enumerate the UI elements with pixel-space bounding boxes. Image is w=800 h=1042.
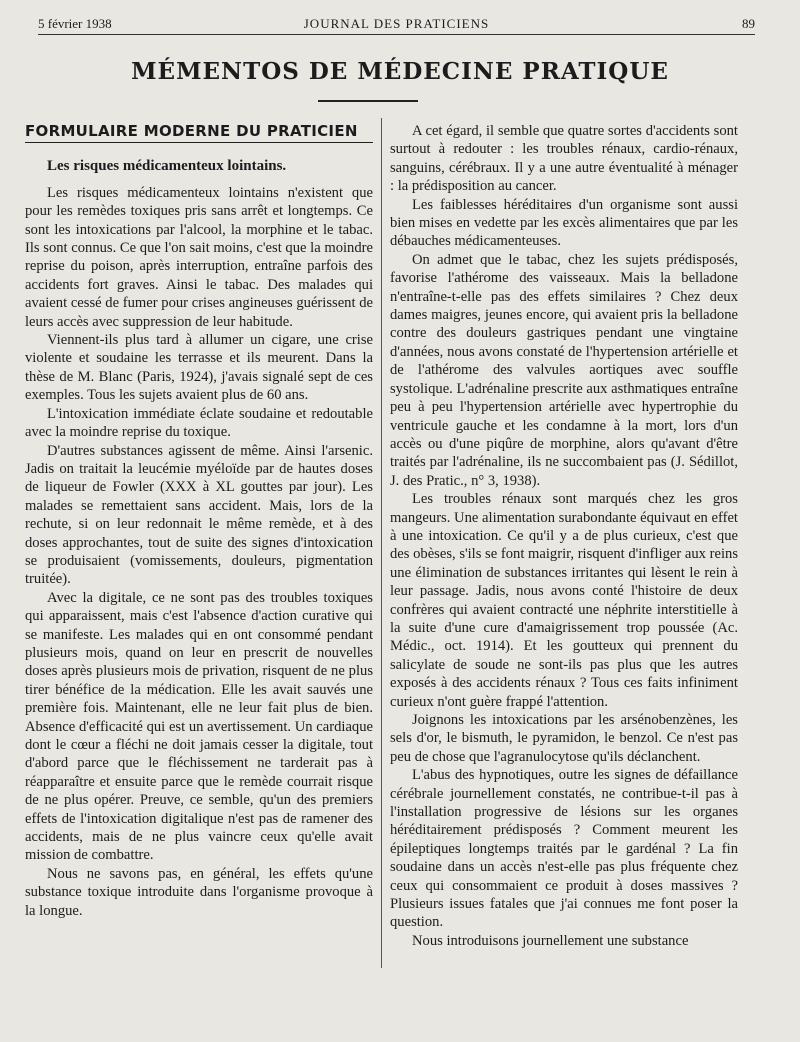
paragraph: Les troubles rénaux sont marqués chez les gros mangeurs. Une alimentation surabondante équivaut en effet à une intoxication. Ce qu'il y a de plus curieux, c'est que des obèses, s'ils se font maigrir, risquent d'infliger aux reins une élimination de substances irritantes qui lèsent le rein à leur passage. Jadis, nous avons conté l'histoire de deux confrères qui avaient contracté une néphrite interstitielle à la suite d'une cure d'amaigrissement trop poussée (Ac. Médic., oct. 1914). Et les goutteux qui prennent du salicylate de soude ne sont-ils pas plus que les autres exposés à des accidents rénaux ? Tous ces faits infiniment curieux n'ont guère frappé l'attention. xyxy=(390,491,738,710)
paragraph: Avec la digitale, ce ne sont pas des troubles toxiques qui apparaissent, mais c'est l'absence d'action curative qui se manifeste. Les malades qui en ont consommé pendant plusieurs mois, quand on leur en prescrit de nouvelles doses après plusieurs mois de privation, risquent de ne plus tirer bénéfice de la médication. Elle les avait sauvés une première fois. Maintenant, elle ne leur fait plus de bien. Absence d'efficacité qui est un avertissement. Un cardiaque dont le cœur a fléchi ne doit jamais cesser la digitale, tout d'abord parce que le fléchissement ne tarderait pas à réapparaître et ensuite parce que le remède courrait risque de ne plus opérer. Preuve, ce semble, qu'un des premiers effets de l'intoxication digitalique n'est pas de ramener des accidents, mais de ne plus vaincre ceux qu'elle avait mission de combattre. xyxy=(25,589,373,864)
article-subtitle: Les risques médicamenteux lointains. xyxy=(47,158,287,175)
paragraph: Les faiblesses héréditaires d'un organisme sont aussi bien mises en vedette par les excès alimentaires que par les débauches médicamenteuses. xyxy=(390,196,738,250)
paragraph: A cet égard, il semble que quatre sortes d'accidents sont surtout à redouter : les troubles rénaux, cardio-rénaux, sanguins, cérébraux. Il y a une autre éventualité à ménager : la prédisposition au cancer. xyxy=(390,123,738,195)
page-number: 89 xyxy=(742,16,755,31)
paragraph: On admet que le tabac, chez les sujets prédisposés, favorise l'athérome des vaisseaux. Mais la belladone n'entraîne-t-elle pas des effets similaires ? Chez deux dames maigres, jeunes encore, qui avaient pris la belladone contre des douleurs gastriques pendant une vingtaine d'années, nous avons constaté de l'hypertension artérielle et de l'athérome des valvules aortiques avec souffle systolique. L'adrénaline prescrite aux asthmatiques entraîne peu à peu l'hypertension artérielle avec hypertrophie du ventricule gauche et les condamne à la mort, lors d'un accès ou d'une piqûre de morphine, alors qu'avant d'être traités par l'adrénaline, ils ne succombaient pas (J. Sédillot, J. des Pratic., n° 3, 1938). xyxy=(390,251,738,489)
page-title: MÉMENTOS DE MÉDECINE PRATIQUE xyxy=(131,58,669,85)
column-divider xyxy=(381,118,382,968)
header-rule xyxy=(38,34,755,35)
paragraph: Viennent-ils plus tard à allumer un cigare, une crise violente et soudaine les terrasse et ils meurent. Dans la thèse de M. Blanc (Paris, 1924), j'avais signalé sept de ces exemples. Tous les sujets avaient plus de 60 ans. xyxy=(25,332,373,404)
issue-date: 5 février 1938 xyxy=(38,16,112,31)
paragraph: Les risques médicamenteux lointains n'existent que pour les remèdes toxiques pris sans arrêt et longtemps. Ce sont les intoxications par l'alcool, la morphine et le tabac. Ils sont connus. Ce que l'on sait moins, c'est que la moindre reprise du poison, après interruption, entraîne parfois des accidents fort graves. Ainsi le tabac. Des malades qui avaient cessé de fumer pour crises angineuses guérissent de leurs accès avec suppression de leur habitude. xyxy=(25,184,373,330)
paragraph: L'abus des hypnotiques, outre les signes de défaillance cérébrale journellement constatés, ne contribue-t-il pas à l'installation progressive de lésions sur les organes héréditairement prédisposés ? Comment meurent les épileptiques longtemps traités par le gardénal ? La fin soudaine dans un accès n'est-elle pas plus fréquente chez ceux qui consommaient ce produit à doses massives ? Plusieurs issues fatales que j'ai connues me font poser la question. xyxy=(390,767,738,931)
section-title: FORMULAIRE MODERNE DU PRATICIEN xyxy=(25,122,373,143)
paragraph: D'autres substances agissent de même. Ainsi l'arsenic. Jadis on traitait la leucémie myéloïde par de hautes doses de liqueur de Fowler (XXX à XL gouttes par jour). Les malades se remettaient sans accident. Mais, lors de la rechute, si on leur redonnait le même remède, et à des doses approchantes, tout de suite des signes d'intoxication se produisaient (vomissements, douleurs, pigmentation truitée). xyxy=(25,442,373,588)
running-header xyxy=(38,12,755,34)
paragraph: Joignons les intoxications par les arsénobenzènes, les sels d'or, le bismuth, le pyramidon, le benzol. Ce n'est pas peu de chose que l'agranulocytose qu'ils déclanchent. xyxy=(390,712,738,765)
journal-name: JOURNAL DES PRATICIENS xyxy=(303,16,490,31)
paragraph: Nous introduisons journellement une substance xyxy=(412,932,689,949)
title-underline xyxy=(318,100,418,102)
paragraph: Nous ne savons pas, en général, les effets qu'une substance toxique introduite dans l'organisme provoque à la longue. xyxy=(25,865,373,919)
left-column xyxy=(25,122,373,920)
paragraph: L'intoxication immédiate éclate soudaine et redoutable avec la moindre reprise du toxique. xyxy=(25,405,373,441)
right-column xyxy=(390,122,738,950)
